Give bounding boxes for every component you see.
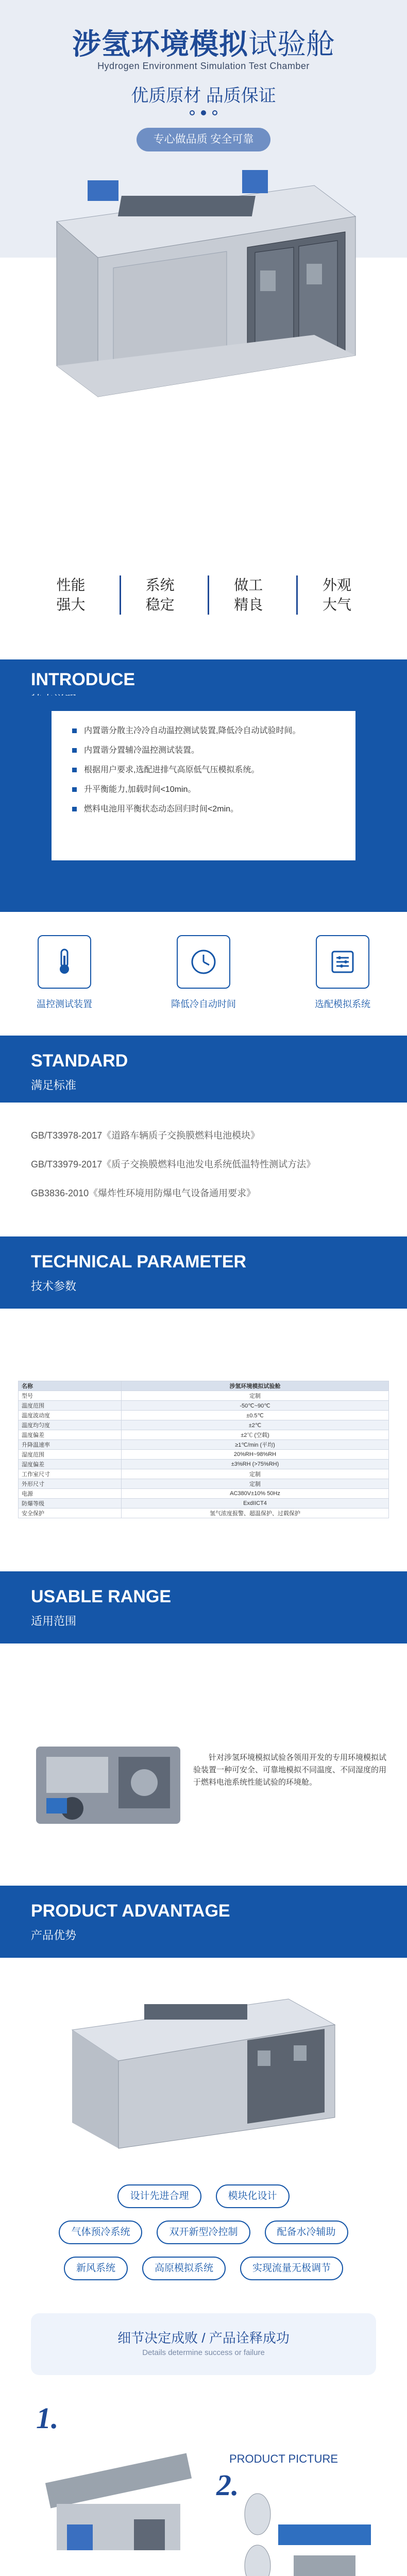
carousel-dot[interactable] — [212, 110, 217, 115]
chamber-image — [26, 155, 381, 412]
param-key: 温度范围 — [19, 1401, 122, 1411]
bullet-icon — [72, 787, 77, 792]
param-key: 湿度偏差 — [19, 1460, 122, 1469]
title-bold: 涉氢环境模拟 — [72, 28, 248, 60]
usable-heading-cn: 适用范围 — [31, 1615, 77, 1628]
param-value: ±0.5℃ — [122, 1411, 389, 1420]
page-title — [0, 22, 407, 63]
intro-item — [72, 804, 335, 815]
advantage-pill: 设计先进合理 — [117, 2184, 201, 2208]
standard-heading-cn: 满足标准 — [31, 1079, 77, 1092]
param-value: AC380V±10% 50Hz — [122, 1489, 389, 1499]
technical-banner — [0, 1236, 407, 1309]
feature-item — [120, 575, 199, 615]
intro-item-text: 燃料电池用平衡状态动态回归时间<2min。 — [84, 805, 239, 814]
icon-card — [26, 935, 103, 1030]
param-value: 20%RH~98%RH — [122, 1450, 389, 1460]
intro-item-text: 内置谐分置辅冷温控测试装置。 — [84, 746, 200, 755]
param-key: 防爆等级 — [19, 1499, 122, 1509]
param-key: 工作室尺寸 — [19, 1469, 122, 1479]
standard-list — [31, 1128, 376, 1215]
table-row — [19, 1489, 389, 1499]
param-key: 温度偏差 — [19, 1430, 122, 1440]
table-row — [19, 1411, 389, 1420]
param-value: ±2℃ (空载) — [122, 1430, 389, 1440]
param-key: 升降温速率 — [19, 1440, 122, 1450]
bullet-icon — [72, 748, 77, 753]
success-band — [31, 2313, 376, 2375]
param-key: 湿度范围 — [19, 1450, 122, 1460]
usable-heading-en: USABLE RANGE — [31, 1587, 172, 1606]
carousel-dot[interactable] — [190, 110, 195, 115]
thermometer-icon — [38, 935, 91, 989]
clock-icon — [177, 935, 230, 989]
engine-image — [31, 1736, 185, 1829]
param-key: 安全保护 — [19, 1509, 122, 1518]
intro-item — [72, 725, 335, 737]
table-row — [19, 1420, 389, 1430]
standard-item: GB/T33978-2017《道路车辆质子交换膜燃料电池模块》 — [31, 1130, 260, 1141]
table-row — [19, 1401, 389, 1411]
param-value: ±3%RH (>75%RH) — [122, 1460, 389, 1469]
usable-banner — [0, 1571, 407, 1643]
advantage-row — [0, 2221, 407, 2244]
table-row — [19, 1469, 389, 1479]
page-subtitle: Hydrogen Environment Simulation Test Chamber — [97, 61, 310, 71]
standard-banner — [0, 1036, 407, 1103]
feature-line: 系统 — [145, 577, 175, 593]
intro-item — [72, 784, 335, 795]
carousel-dots[interactable] — [0, 110, 407, 115]
standard-item: GB/T33979-2017《质子交换膜燃料电池发电系统低温特性测试方法》 — [31, 1159, 316, 1170]
usable-text: 针对涉氢环境模拟试验各领用开发的专用环境模拟试验装置一种可安全、可靠地模拟不同温度、不同湿度的用于燃料电池系统性能试验的环境舱。 — [193, 1753, 387, 1787]
param-key: 温度波动度 — [19, 1411, 122, 1420]
intro-item — [72, 745, 335, 756]
param-key: 名称 — [19, 1381, 122, 1391]
advantage-pill: 气体预冷系统 — [59, 2221, 142, 2244]
param-value: 定制 — [122, 1479, 389, 1489]
intro-section — [0, 696, 407, 912]
param-value: 涉氢环境模拟试验舱 — [122, 1381, 389, 1391]
intro-item-text: 根据用户要求,选配进排气高原低气压模拟系统。 — [84, 766, 260, 774]
table-row — [19, 1381, 389, 1391]
control-panel-icon — [316, 935, 369, 989]
parameter-table — [18, 1381, 389, 1518]
success-subheading: Details determine success or failure — [142, 2348, 265, 2357]
icon-card — [304, 935, 381, 1030]
standard-heading-en: STANDARD — [31, 1051, 128, 1071]
header-section — [0, 0, 407, 258]
table-row — [19, 1460, 389, 1469]
intro-item — [72, 765, 335, 776]
advantage-pill: 双开新型冷控制 — [157, 2221, 250, 2244]
quality-pill: 专心做品质 安全可靠 — [137, 128, 270, 151]
picture-number: 2. — [216, 2468, 239, 2502]
feature-line: 精良 — [234, 597, 263, 613]
intro-box — [52, 711, 355, 860]
bullet-icon — [72, 807, 77, 811]
icon-label: 降低冷自动时间 — [171, 999, 236, 1009]
carousel-dot[interactable] — [201, 110, 206, 115]
title-rest: 试验舱 — [248, 28, 335, 60]
table-row — [19, 1430, 389, 1440]
advantage-banner — [0, 1886, 407, 1958]
feature-line: 外观 — [322, 577, 351, 593]
icon-label: 温控测试装置 — [37, 999, 92, 1009]
param-key: 型号 — [19, 1391, 122, 1401]
advantage-heading-en: PRODUCT ADVANTAGE — [31, 1901, 230, 1921]
standard-item: GB3836-2010《爆炸性环境用防爆电气设备通用要求》 — [31, 1188, 256, 1198]
chamber-image-2 — [52, 1978, 355, 2164]
advantage-row — [0, 2257, 407, 2280]
advantage-row — [0, 2184, 407, 2208]
feature-item — [31, 575, 111, 615]
param-value: ExdIICT4 — [122, 1499, 389, 1509]
advantage-pill: 新风系统 — [64, 2257, 128, 2280]
feature-row — [31, 556, 376, 634]
bullet-icon — [72, 728, 77, 733]
product-picture-1 — [36, 2421, 206, 2576]
advantage-pill: 模块化设计 — [216, 2184, 290, 2208]
param-value: ±2℃ — [122, 1420, 389, 1430]
advantage-pill: 配备水冷辅助 — [265, 2221, 348, 2244]
feature-line: 稳定 — [145, 597, 175, 613]
param-value: -50℃~90℃ — [122, 1401, 389, 1411]
advantage-heading-cn: 产品优势 — [31, 1929, 77, 1942]
param-key: 电源 — [19, 1489, 122, 1499]
param-value: ≥1℃/min (平均) — [122, 1440, 389, 1450]
table-row — [19, 1391, 389, 1401]
product-picture-2 — [216, 2483, 386, 2576]
table-row — [19, 1450, 389, 1460]
feature-line: 大气 — [322, 597, 351, 613]
feature-item — [296, 575, 376, 615]
advantage-pill: 高原模拟系统 — [142, 2257, 226, 2280]
feature-icons — [0, 912, 407, 1030]
table-row — [19, 1440, 389, 1450]
technical-heading-cn: 技术参数 — [31, 1280, 77, 1293]
param-key: 外形尺寸 — [19, 1479, 122, 1489]
success-heading: 细节决定成败 / 产品诠释成功 — [117, 2330, 290, 2346]
picture-number: 1. — [36, 2401, 59, 2435]
feature-item — [208, 575, 287, 615]
icon-card — [165, 935, 242, 1030]
feature-line: 做工 — [234, 577, 263, 593]
icon-label: 选配模拟系统 — [315, 999, 370, 1009]
advantage-pill: 实现流量无极调节 — [240, 2257, 343, 2280]
page-slogan: 优质原材 品质保证 — [131, 86, 276, 106]
feature-line: 强大 — [56, 597, 86, 613]
param-key: 温度均匀度 — [19, 1420, 122, 1430]
intro-item-text: 内置谐分散主冷冷自动温控测试装置,降低冷自动试验时间。 — [84, 726, 301, 735]
bullet-icon — [72, 768, 77, 772]
param-value: 氢气浓度报警、超温保护、过载保护 — [122, 1509, 389, 1518]
table-row — [19, 1499, 389, 1509]
technical-heading-en: TECHNICAL PARAMETER — [31, 1252, 247, 1272]
picture-label: PRODUCT PICTURE — [229, 2452, 338, 2465]
table-row — [19, 1479, 389, 1489]
table-row — [19, 1509, 389, 1518]
param-value: 定制 — [122, 1469, 389, 1479]
feature-line: 性能 — [56, 577, 86, 593]
intro-item-text: 升平衡能力,加载时间<10min。 — [84, 785, 196, 794]
intro-heading-en: INTRODUCE — [31, 670, 135, 689]
param-value: 定制 — [122, 1391, 389, 1401]
